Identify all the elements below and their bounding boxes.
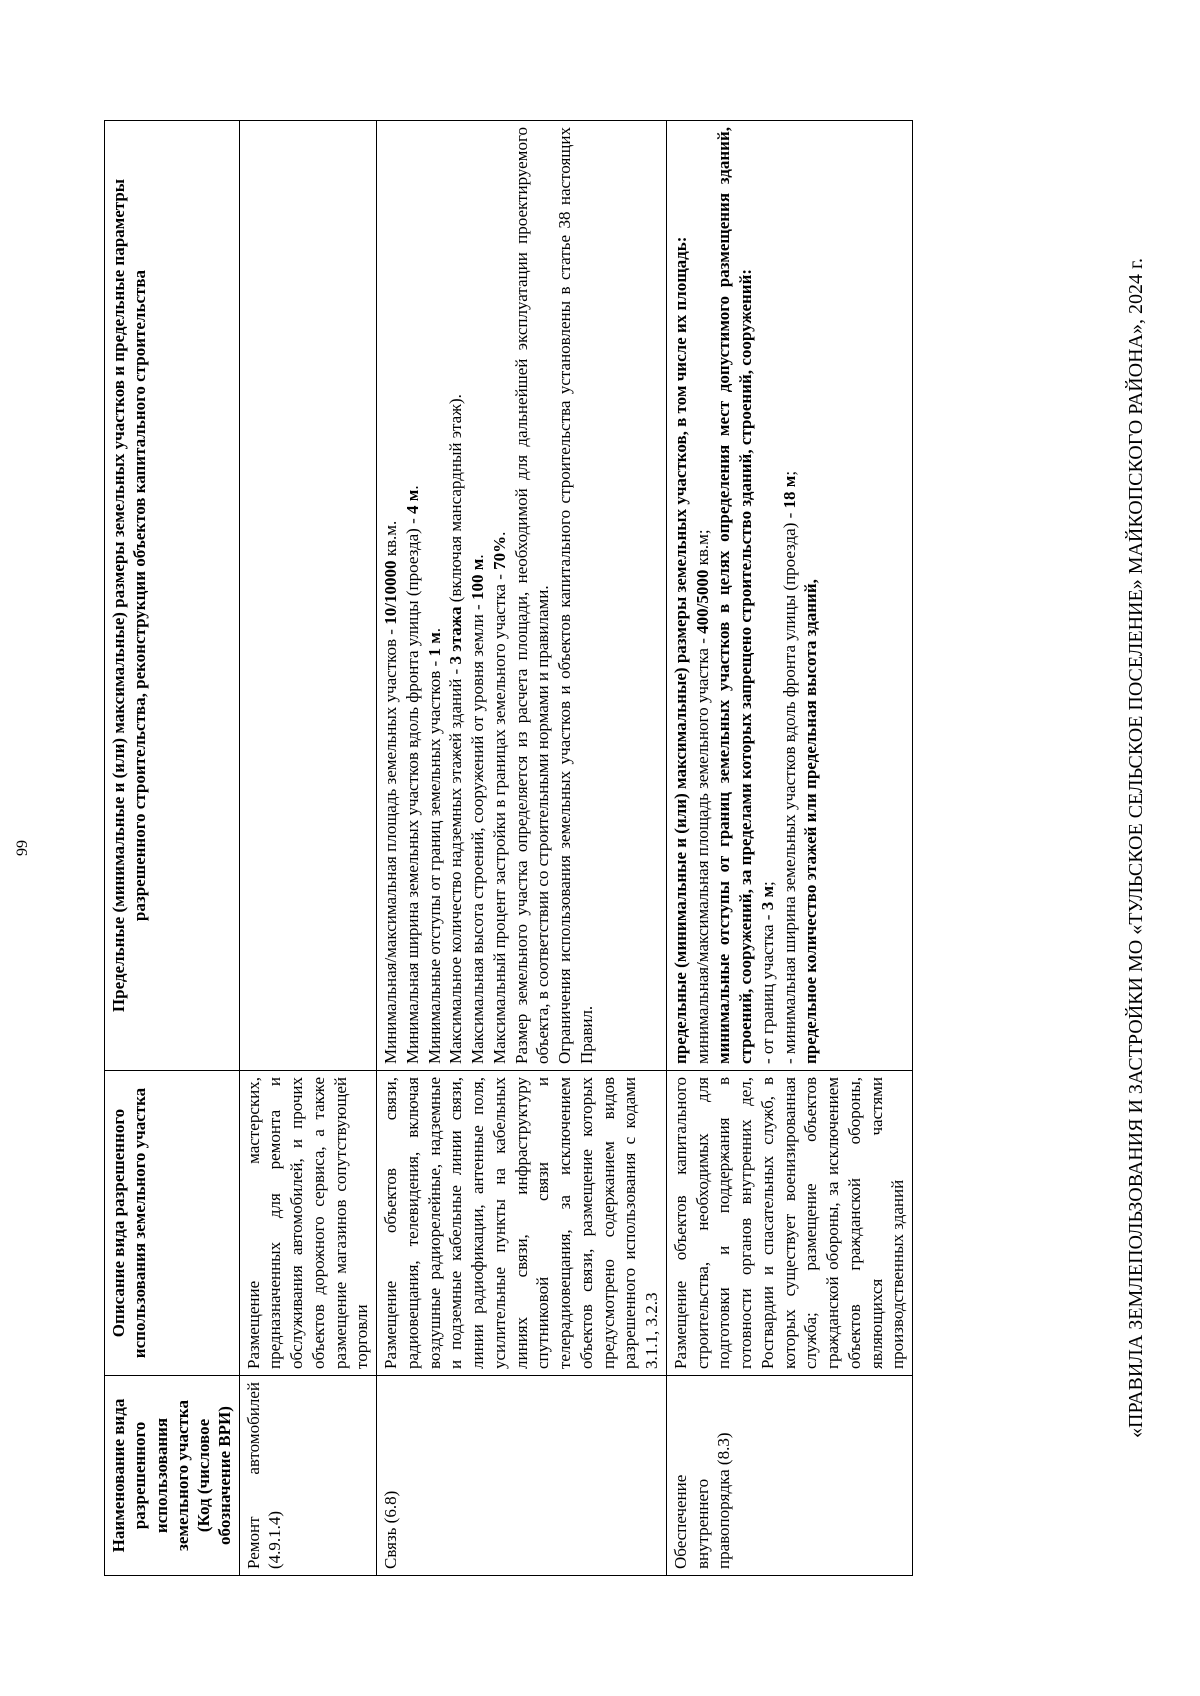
param-line	[779, 127, 801, 1064]
header-description: Описание вида разрешенного использования земельного участка	[105, 1071, 240, 1376]
table-header-row	[105, 121, 240, 1576]
param-line	[380, 127, 402, 1064]
param-pre: Максимальный процент застройки в границах земельного участка -	[489, 569, 509, 1064]
table-row	[666, 121, 912, 1576]
table-row	[239, 121, 377, 1576]
cell-params	[239, 121, 377, 1071]
param-bold: 4 м	[402, 489, 422, 514]
param-bold: 100 м	[468, 558, 487, 601]
param-bold: минимальные отступы от границ земельных участков в целях определения мест допустимого размещения зданий, строений, сооружений, за пределами которых запрещено строительство зданий, строений, сооружений:	[714, 127, 755, 1064]
param-bold: предельные (минимальные и (или) максимальные) размеры земельных участков, в том числе их площадь:	[670, 236, 690, 1064]
cell-description: Размещение мастерских, предназначенных для ремонта и обслуживания автомобилей, и прочих объектов дорожного сервиса, а также размещение магазинов сопутствующей торговли	[239, 1071, 377, 1376]
param-pre: Минимальная/максимальная площадь земельных участков -	[381, 624, 400, 1064]
param-bold: предельное количество этажей или предельная высота зданий,	[801, 579, 821, 1064]
cell-params	[377, 121, 667, 1071]
param-pre: Минимальная ширина земельных участков вдоль фронта улицы (проезда) -	[402, 514, 422, 1064]
param-line	[554, 127, 598, 1064]
param-line	[467, 127, 489, 1064]
param-line	[402, 127, 424, 1064]
cell-description: Размещение объектов связи, радиовещания, телевидения, включая воздушные радиорелейные, надземные и подземные кабельные линии связи, линии радиофикации, антенные поля, усилительные пункты на кабельных линиях связи, инфраструктуру спутниковой связи и телерадиовещания, за исключением объектов связи, размещение которых предусмотрено содержанием видов разрешенного использования с кодами 3.1.1, 3.2.3	[377, 1071, 667, 1376]
param-pre: Максимальная высота строений, сооружений от уровня земли -	[468, 600, 487, 1064]
param-line	[757, 127, 779, 1064]
param-post: .	[402, 485, 422, 490]
param-line	[445, 127, 467, 1064]
header-params: Предельные (минимальные и (или) максимальные) размеры земельных участков и предельные параметры разрешенного строительства, реконструкции объектов капитального строительства	[105, 121, 240, 1071]
param-bold: 18 м	[779, 475, 799, 509]
cell-name: Обеспечение внутреннего правопорядка (8.3)	[666, 1376, 912, 1576]
cell-params	[666, 121, 912, 1071]
param-line	[692, 127, 714, 1064]
param-post: ;	[757, 881, 777, 886]
param-bold: 3 этажа	[446, 606, 466, 665]
param-post: .	[424, 627, 444, 633]
param-bold: 400/5000	[692, 569, 712, 634]
param-line	[800, 127, 822, 1064]
cell-name: Ремонт автомобилей (4.9.1.4)	[239, 1376, 377, 1576]
param-bold: 10/10000	[381, 560, 400, 625]
param-line	[713, 127, 757, 1064]
param-pre: Минимальные отступы от границ земельных участков -	[424, 656, 444, 1064]
param-bold: 70%	[489, 535, 509, 570]
param-pre: минимальная/максимальная площадь земельного участка -	[692, 633, 712, 1064]
header-name: Наименование вида разрешенного использования земельного участка (Код (числовое обозначение ВРИ)	[105, 1376, 240, 1576]
param-line	[511, 127, 555, 1064]
param-line	[424, 127, 446, 1064]
param-bold: 3 м	[757, 885, 777, 911]
param-pre: Максимальное количество надземных этажей зданий -	[446, 664, 466, 1064]
table-row	[377, 121, 667, 1576]
param-post: кв.м.	[381, 520, 400, 561]
param-line	[670, 127, 692, 1064]
param-line	[489, 127, 511, 1064]
document-footer: «ПРАВИЛА ЗЕМЛЕПОЛЬЗОВАНИЯ И ЗАСТРОЙКИ МО «ТУЛЬСКОЕ СЕЛЬСКОЕ ПОСЕЛЕНИЕ» МАЙКОПСКОГО РАЙОНА», 2024 г.	[1125, 258, 1147, 1438]
param-pre: Ограничения использования земельных участков и объектов капитального строительства установлены в статье 38 настоящих Правил.	[555, 127, 596, 1064]
param-pre: - минимальная ширина земельных участков вдоль фронта улицы (проезда) -	[779, 508, 799, 1064]
land-use-table	[104, 120, 913, 1576]
cell-name: Связь (6.8)	[377, 1376, 667, 1576]
table-body	[239, 121, 913, 1576]
param-bold: 1 м	[424, 632, 444, 657]
param-post: .	[468, 554, 487, 559]
param-post: (включая мансардный этаж).	[446, 394, 466, 607]
param-post: .	[489, 531, 509, 536]
param-post: кв.м;	[692, 529, 712, 570]
page-number: 99	[14, 840, 31, 856]
param-post: ;	[779, 470, 799, 476]
param-pre: - от границ участка -	[757, 910, 777, 1064]
cell-description: Размещение объектов капитального строительства, необходимых для подготовки и поддержания в готовности органов внутренних дел, Росгвардии и спасательных служб, в которых существует военизированная служба; размещение объектов гражданской обороны, за исключением объектов гражданской обороны, являющихся частями производственных зданий	[666, 1071, 912, 1376]
param-pre: Размер земельного участка определяется из расчета площади, необходимой для дальнейшей эксплуатации проектируемого объекта, в соответствии со строительными нормами и правилами.	[511, 127, 553, 1064]
